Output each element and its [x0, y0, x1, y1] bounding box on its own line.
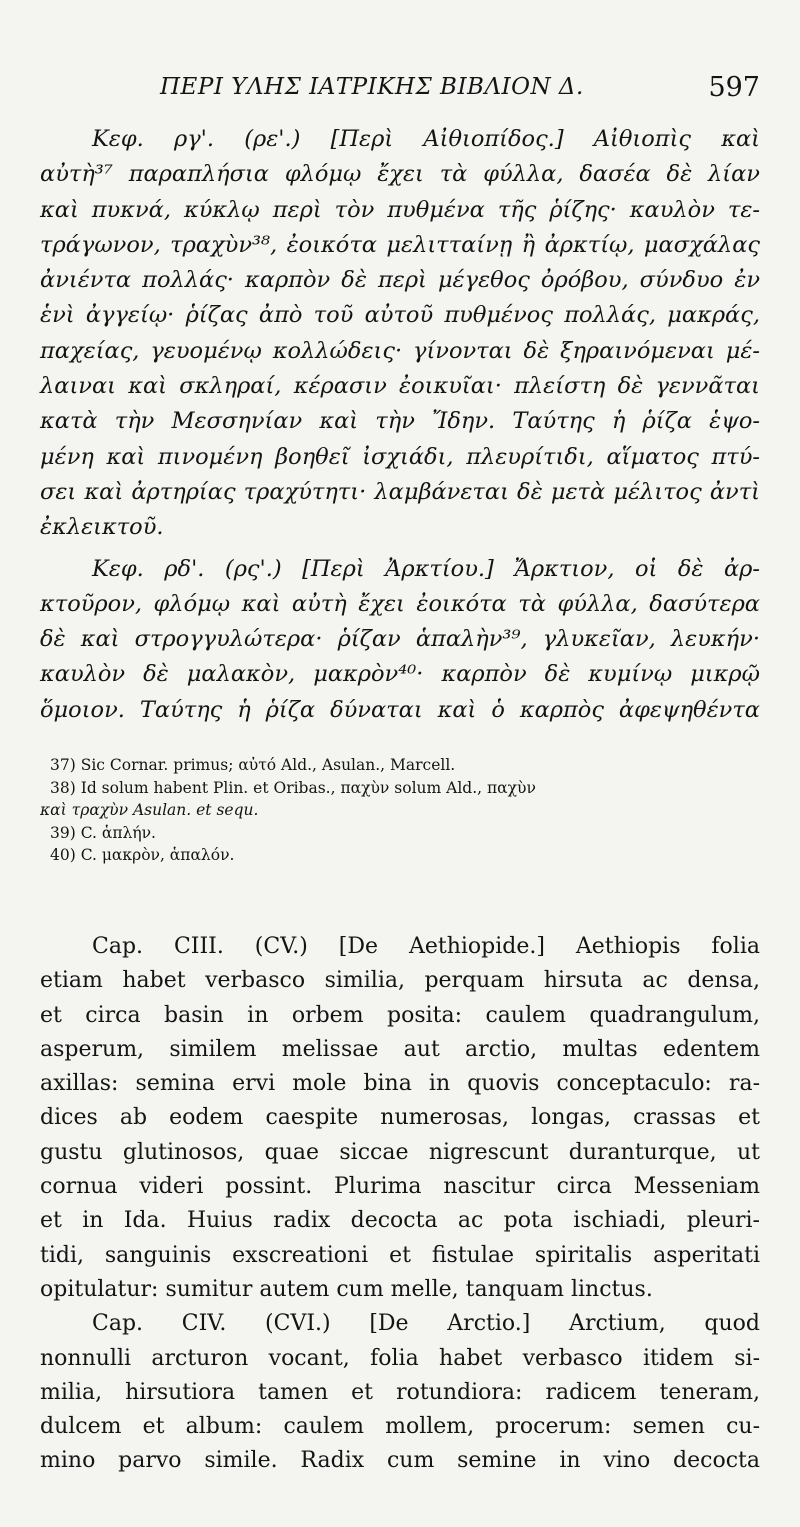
page-number: 597 [708, 72, 760, 103]
text-line: δὲ καὶ στρογγυλώτερα· ῥίζαν ἁπαλὴν³⁹, γλυκεῖαν, λευκήν· [40, 626, 760, 653]
text-line: ὅμοιον. Ταύτης ἡ ῥίζα δύναται καὶ ὁ καρπὸς ἀφεψηθέντα [40, 696, 760, 723]
text-line: et circa basin in orbem posita: caulem quadrangulum, [40, 1002, 760, 1028]
text-line: nonnulli arcturon vocant, folia habet verbasco itidem si- [40, 1345, 760, 1371]
text-line: Cap. CIV. (CVI.) [De Arctio.] Arctium, quod [92, 1311, 760, 1337]
text-line: tidi, sanguinis exscreationi et fistulae spiritalis asperitati [40, 1242, 760, 1268]
footnote: 37) Sic Cornar. primus; αὐτό Ald., Asulan., Marcell. [50, 756, 456, 774]
latin-paragraph-aethiopis [40, 930, 760, 1307]
running-title: ΠΕΡΙ ΥΛΗΣ ΙΑΤΡΙΚΗΣ ΒΙΒΛΙΟΝ Δ. [160, 74, 584, 100]
text-line: cornua videri possint. Plurima nascitur circa Messeniam [40, 1174, 760, 1200]
greek-paragraph-arctium [40, 552, 760, 728]
text-line: λαιναι καὶ σκληραί, κέρασιν ἐοικυῖαι· πλείστη δὲ γεννᾶται [40, 373, 760, 400]
latin-text [40, 930, 760, 1479]
footnotes [40, 754, 760, 867]
text-line: gustu glutinosos, quae siccae nigrescunt duranturque, ut [40, 1139, 760, 1165]
text-line: asperum, similem melissae aut arctio, multas edentem [40, 1036, 760, 1062]
footnote: 40) C. μακρὸν, ἁπαλόν. [50, 846, 235, 864]
text-line: αὐτὴ³⁷ παραπλήσια φλόμῳ ἔχει τὰ φύλλα, δασέα δὲ λίαν [40, 161, 760, 188]
text-line: milia, hirsutiora tamen et rotundiora: radicem teneram, [40, 1379, 760, 1405]
text-line: axillas: semina ervi mole bina in quovis conceptaculo: ra- [40, 1071, 760, 1097]
footnote: 38) Id solum habent Plin. et Oribas., παχὺν solum Ald., παχὺν [50, 778, 536, 797]
latin-paragraph-arctium [40, 1307, 760, 1478]
text-line: dulcem et album: caulem mollem, procerum: semen cu- [40, 1414, 760, 1440]
text-line: κατὰ τὴν Μεσσηνίαν καὶ τὴν Ἴδην. Ταύτης ἡ ῥίζα ἑψο- [40, 408, 760, 435]
text-line: Κεφ. ρδ'. (ρς'.) [Περὶ Ἀρκτίου.] Ἄρκτιον, οἱ δὲ ἀρ- [92, 555, 760, 582]
text-line: μένη καὶ πινομένη βοηθεῖ ἰσχιάδι, πλευρίτιδι, αἵματος πτύ- [40, 443, 760, 470]
footnote: 39) C. ἁπλήν. [50, 823, 156, 842]
greek-paragraph-aethiopis [40, 122, 760, 546]
text-line: κτοῦρον, φλόμῳ καὶ αὐτὴ ἔχει ἐοικότα τὰ φύλλα, δασύτερα [40, 590, 760, 617]
text-line: καυλὸν δὲ μαλακὸν, μακρὸν⁴⁰· καρπὸν δὲ κυμίνῳ μικρῷ [40, 661, 760, 688]
text-line: τράγωνον, τραχὺν³⁸, ἐοικότα μελιτταίνῃ ἢ ἀρκτίῳ, μασχάλας [40, 231, 760, 258]
text-line: ἀνιέντα πολλάς· καρπὸν δὲ περὶ μέγεθος ὀρόβου, σύνδυο ἐν [40, 267, 760, 294]
text-line: opitulatur: sumitur autem cum melle, tanquam linctus. [40, 1276, 653, 1302]
page-header [0, 72, 800, 112]
footnote-continuation: καὶ τραχὺν Asulan. et sequ. [40, 801, 259, 819]
text-line: Κεφ. ργ'. (ρε'.) [Περὶ Αἰθιοπίδος.] Αἰθιοπὶς καὶ [92, 126, 760, 152]
text-line: Cap. CIII. (CV.) [De Aethiopide.] Aethiopis folia [92, 934, 760, 959]
text-line: ἐκλεικτοῦ. [40, 514, 164, 541]
greek-text [40, 122, 760, 728]
text-line: mino parvo simile. Radix cum semine in vino decocta [40, 1448, 760, 1474]
text-line: ἑνὶ ἀγγείῳ· ῥίζας ἀπὸ τοῦ αὐτοῦ πυθμένος πολλάς, μακράς, [40, 302, 760, 329]
text-line: σει καὶ ἀρτηρίας τραχύτητι· λαμβάνεται δὲ μετὰ μέλιτος ἀντὶ [40, 478, 760, 505]
text-line: etiam habet verbasco similia, perquam hirsuta ac densa, [40, 968, 760, 994]
text-line: παχείας, γευομένῳ κολλώδεις· γίνονται δὲ ξηραινόμεναι μέ- [40, 337, 760, 364]
text-line: καὶ πυκνά, κύκλῳ περὶ τὸν πυθμένα τῆς ῥίζης· καυλὸν τε- [40, 196, 760, 223]
text-line: et in Ida. Huius radix decocta ac pota ischiadi, pleuri- [40, 1208, 760, 1234]
text-line: dices ab eodem caespite numerosas, longas, crassas et [40, 1105, 760, 1131]
